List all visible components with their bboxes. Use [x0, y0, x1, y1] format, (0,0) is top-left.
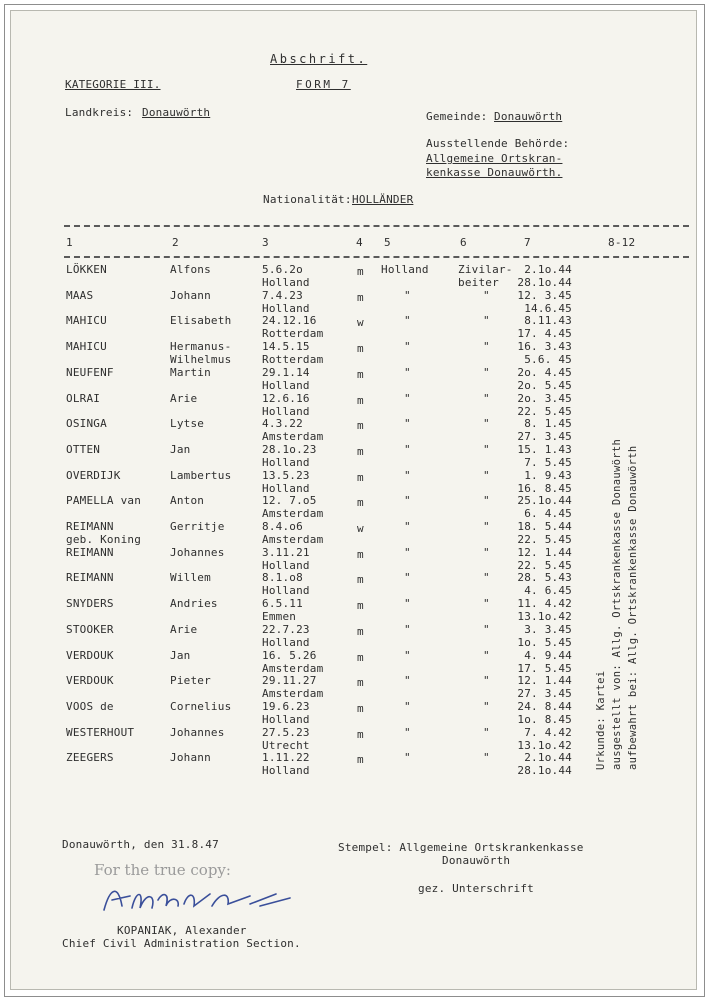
cell-date-to: 13.1o.42 — [517, 610, 572, 623]
cell-firstname: Cornelius — [170, 700, 232, 713]
cell-date-from: 7. 4.42 — [524, 726, 572, 739]
cell-birthplace: Holland — [262, 764, 310, 777]
cell-firstname: Willem — [170, 571, 211, 584]
cell-surname: VERDOUK — [66, 674, 114, 687]
cell-occupation: " — [483, 623, 490, 636]
cell-occupation: " — [483, 726, 490, 739]
cell-sex: m — [357, 291, 364, 304]
cell-nationality: " — [404, 751, 411, 764]
cell-nationality: " — [404, 314, 411, 327]
cell-birthplace: Amsterdam — [262, 533, 324, 546]
cell-occupation: " — [483, 314, 490, 327]
cell-surname: LÖKKEN — [66, 263, 107, 276]
col-header-8-12: 8-12 — [608, 236, 636, 249]
cell-sex: m — [357, 651, 364, 664]
signer-name: KOPANIAK, Alexander — [117, 924, 247, 937]
cell-surname: SNYDERS — [66, 597, 114, 610]
gemeinde-label: Gemeinde: — [426, 110, 488, 123]
cell-nationality: " — [404, 494, 411, 507]
cell-birthdate: 19.6.23 — [262, 700, 310, 713]
cell-date-to: 2o. 5.45 — [517, 379, 572, 392]
place-date: Donauwörth, den 31.8.47 — [62, 838, 219, 851]
cell-date-to: 14.6.45 — [524, 302, 572, 315]
cell-date-to: 22. 5.45 — [517, 405, 572, 418]
col-header-2: 2 — [172, 236, 179, 249]
cell-surname: REIMANN — [66, 546, 114, 559]
cell-occupation: " — [483, 469, 490, 482]
cell-firstname: Johann — [170, 289, 211, 302]
document-title: Abschrift. — [270, 52, 368, 66]
cell-surname: NEUFENF — [66, 366, 114, 379]
cell-nationality: " — [404, 443, 411, 456]
cell-sex: m — [357, 753, 364, 766]
cell-birthdate: 7.4.23 — [262, 289, 303, 302]
cell-birthdate: 24.12.16 — [262, 314, 317, 327]
cell-occupation: " — [483, 289, 490, 302]
cell-occupation: " — [483, 443, 490, 456]
cell-occupation: " — [483, 649, 490, 662]
cell-surname: MAHICU — [66, 340, 107, 353]
col-header-7: 7 — [524, 236, 531, 249]
cell-birthplace: Holland — [262, 456, 310, 469]
cell-sex: m — [357, 548, 364, 561]
cell-surname: OSINGA — [66, 417, 107, 430]
cell-surname: MAAS — [66, 289, 94, 302]
cell-sex: m — [357, 599, 364, 612]
nationalitaet-label: Nationalität: — [263, 193, 352, 206]
cell-date-from: 12. 1.44 — [517, 674, 572, 687]
cell-occupation: " — [483, 417, 490, 430]
cell-date-from: 2o. 3.45 — [517, 392, 572, 405]
cell-birthplace: Amsterdam — [262, 507, 324, 520]
cell-sex: m — [357, 265, 364, 278]
cell-nationality: " — [404, 571, 411, 584]
col-header-6: 6 — [460, 236, 467, 249]
cell-date-from: 25.1o.44 — [517, 494, 572, 507]
cell-birthdate: 8.4.o6 — [262, 520, 303, 533]
cell-birthdate: 12.6.16 — [262, 392, 310, 405]
cell-occupation: " — [483, 700, 490, 713]
cell-sex: m — [357, 445, 364, 458]
cell-date-from: 15. 1.43 — [517, 443, 572, 456]
cell-surname: ZEEGERS — [66, 751, 114, 764]
cell-birthplace: Holland — [262, 482, 310, 495]
cell-sex: m — [357, 471, 364, 484]
cell-date-from: 3. 3.45 — [524, 623, 572, 636]
cell-firstname: Pieter — [170, 674, 211, 687]
cell-occupation: " — [483, 340, 490, 353]
cell-date-from: 28. 5.43 — [517, 571, 572, 584]
cell-birthdate: 12. 7.o5 — [262, 494, 317, 507]
cell-nationality: " — [404, 597, 411, 610]
cell-birthdate: 28.1o.23 — [262, 443, 317, 456]
cell-date-from: 24. 8.44 — [517, 700, 572, 713]
nationalitaet-value: HOLLÄNDER — [352, 193, 414, 206]
cell-firstname: Arie — [170, 623, 198, 636]
behoerde-line2: kenkasse Donauwörth. — [426, 166, 563, 179]
cell-nationality: " — [404, 469, 411, 482]
cell-date-to: 6. 4.45 — [524, 507, 572, 520]
cell-surname-birthname: geb. Koning — [66, 533, 142, 546]
side-note-aufbewahrt: aufbewahrt bei: Allg. Ortskrankenkasse Donauwörth — [627, 445, 639, 770]
cell-date-from: 8. 1.45 — [524, 417, 572, 430]
cell-birthplace: Amsterdam — [262, 662, 324, 675]
cell-firstname: Andries — [170, 597, 218, 610]
cell-surname: OVERDIJK — [66, 469, 121, 482]
signed-note: gez. Unterschrift — [418, 882, 534, 895]
cell-firstname: Johann — [170, 751, 211, 764]
cell-surname: OTTEN — [66, 443, 101, 456]
cell-birthplace: Emmen — [262, 610, 297, 623]
cell-date-to: 28.1o.44 — [517, 764, 572, 777]
cell-birthdate: 29.1.14 — [262, 366, 310, 379]
cell-nationality: " — [404, 674, 411, 687]
cell-birthdate: 14.5.15 — [262, 340, 310, 353]
cell-birthdate: 3.11.21 — [262, 546, 310, 559]
cell-date-to: 22. 5.45 — [517, 559, 572, 572]
cell-nationality: " — [404, 546, 411, 559]
table-rule-bottom — [64, 256, 689, 258]
cell-date-to: 4. 6.45 — [524, 584, 572, 597]
cell-firstname: Gerritje — [170, 520, 225, 533]
cell-date-to: 16. 8.45 — [517, 482, 572, 495]
cell-nationality: " — [404, 520, 411, 533]
cell-occupation: " — [483, 494, 490, 507]
cell-firstname: Arie — [170, 392, 198, 405]
cell-date-to: 28.1o.44 — [517, 276, 572, 289]
cell-sex: m — [357, 728, 364, 741]
cell-surname: PAMELLA van — [66, 494, 142, 507]
cell-sex: m — [357, 573, 364, 586]
kategorie: KATEGORIE III. — [65, 78, 161, 91]
cell-sex: m — [357, 676, 364, 689]
cell-firstname: Elisabeth — [170, 314, 232, 327]
stamp-place: Donauwörth — [442, 854, 511, 867]
cell-nationality: " — [404, 649, 411, 662]
cell-occupation-2: beiter — [458, 276, 499, 289]
cell-date-from: 16. 3.43 — [517, 340, 572, 353]
cell-birthplace: Holland — [262, 636, 310, 649]
cell-surname: VERDOUK — [66, 649, 114, 662]
cell-date-to: 27. 3.45 — [517, 687, 572, 700]
cell-sex: m — [357, 368, 364, 381]
cell-surname: REIMANN — [66, 520, 114, 533]
cell-birthplace: Utrecht — [262, 739, 310, 752]
cell-surname: MAHICU — [66, 314, 107, 327]
behoerde-label: Ausstellende Behörde: — [426, 137, 570, 150]
stamp-label: Stempel: Allgemeine Ortskrankenkasse — [338, 841, 584, 854]
cell-birthplace: Holland — [262, 379, 310, 392]
side-note-ausgestellt: ausgestellt von: Allg. Ortskrankenkasse Donauwörth — [611, 438, 623, 770]
cell-date-to: 22. 5.45 — [517, 533, 572, 546]
cell-nationality: " — [404, 289, 411, 302]
landkreis-label: Landkreis: — [65, 106, 134, 119]
cell-nationality: Holland — [381, 263, 429, 276]
cell-firstname: Lytse — [170, 417, 205, 430]
cell-birthplace: Holland — [262, 405, 310, 418]
cell-date-from: 2.1o.44 — [524, 263, 572, 276]
landkreis-value: Donauwörth — [142, 106, 211, 119]
cell-firstname: Lambertus — [170, 469, 232, 482]
cell-date-from: 2.1o.44 — [524, 751, 572, 764]
cell-date-from: 12. 1.44 — [517, 546, 572, 559]
cell-firstname: Johannes — [170, 546, 225, 559]
cell-birthdate: 8.1.o8 — [262, 571, 303, 584]
cell-firstname: Johannes — [170, 726, 225, 739]
cell-firstname: Martin — [170, 366, 211, 379]
cell-surname: WESTERHOUT — [66, 726, 135, 739]
cell-occupation: " — [483, 674, 490, 687]
gemeinde-value: Donauwörth — [494, 110, 563, 123]
cell-occupation: " — [483, 597, 490, 610]
cell-surname: REIMANN — [66, 571, 114, 584]
cell-occupation: " — [483, 392, 490, 405]
cell-nationality: " — [404, 726, 411, 739]
cell-nationality: " — [404, 623, 411, 636]
cell-firstname: Jan — [170, 443, 191, 456]
cell-sex: m — [357, 394, 364, 407]
cell-birthplace: Rotterdam — [262, 353, 324, 366]
cell-firstname: Alfons — [170, 263, 211, 276]
cell-surname: VOOS de — [66, 700, 114, 713]
cell-birthdate: 13.5.23 — [262, 469, 310, 482]
cell-birthdate: 27.5.23 — [262, 726, 310, 739]
cell-firstname-2: Wilhelmus — [170, 353, 232, 366]
cell-date-from: 12. 3.45 — [517, 289, 572, 302]
cell-birthdate: 22.7.23 — [262, 623, 310, 636]
cell-date-to: 13.1o.42 — [517, 739, 572, 752]
handwritten-signature — [100, 878, 300, 918]
cell-birthplace: Amsterdam — [262, 687, 324, 700]
cell-firstname: Hermanus- — [170, 340, 232, 353]
signer-title: Chief Civil Administration Section. — [62, 937, 301, 950]
cell-sex: w — [357, 522, 364, 535]
cell-nationality: " — [404, 340, 411, 353]
cell-occupation: " — [483, 520, 490, 533]
table-rule-top — [64, 225, 689, 227]
cell-date-to: 1o. 5.45 — [517, 636, 572, 649]
cell-sex: w — [357, 316, 364, 329]
cell-date-to: 27. 3.45 — [517, 430, 572, 443]
cell-date-from: 4. 9.44 — [524, 649, 572, 662]
behoerde-line1: Allgemeine Ortskran- — [426, 152, 563, 165]
cell-birthplace: Holland — [262, 713, 310, 726]
cell-birthdate: 5.6.2o — [262, 263, 303, 276]
cell-sex: m — [357, 702, 364, 715]
cell-date-to: 17. 4.45 — [517, 327, 572, 340]
cell-sex: m — [357, 496, 364, 509]
true-copy-stamp: For the true copy: — [94, 861, 231, 879]
cell-firstname: Jan — [170, 649, 191, 662]
cell-birthplace: Holland — [262, 276, 310, 289]
cell-date-from: 11. 4.42 — [517, 597, 572, 610]
cell-date-to: 1o. 8.45 — [517, 713, 572, 726]
cell-birthdate: 6.5.11 — [262, 597, 303, 610]
cell-sex: m — [357, 342, 364, 355]
cell-sex: m — [357, 625, 364, 638]
col-header-5: 5 — [384, 236, 391, 249]
cell-date-to: 7. 5.45 — [524, 456, 572, 469]
cell-nationality: " — [404, 417, 411, 430]
cell-birthplace: Rotterdam — [262, 327, 324, 340]
cell-date-from: 2o. 4.45 — [517, 366, 572, 379]
cell-occupation: " — [483, 751, 490, 764]
cell-birthdate: 16. 5.26 — [262, 649, 317, 662]
form-number: FORM 7 — [296, 78, 351, 91]
cell-occupation: Zivilar- — [458, 263, 513, 276]
cell-occupation: " — [483, 571, 490, 584]
cell-birthdate: 29.11.27 — [262, 674, 317, 687]
side-note-urkunde: Urkunde: Kartei — [595, 670, 607, 770]
cell-occupation: " — [483, 546, 490, 559]
cell-birthplace: Holland — [262, 559, 310, 572]
cell-surname: OLRAI — [66, 392, 101, 405]
cell-date-from: 1. 9.43 — [524, 469, 572, 482]
cell-firstname: Anton — [170, 494, 205, 507]
col-header-1: 1 — [66, 236, 73, 249]
cell-date-from: 18. 5.44 — [517, 520, 572, 533]
cell-birthdate: 1.11.22 — [262, 751, 310, 764]
cell-date-to: 5.6. 45 — [524, 353, 572, 366]
cell-nationality: " — [404, 700, 411, 713]
col-header-4: 4 — [356, 236, 363, 249]
cell-birthdate: 4.3.22 — [262, 417, 303, 430]
cell-nationality: " — [404, 392, 411, 405]
cell-surname: STOOKER — [66, 623, 114, 636]
cell-date-from: 8.11.43 — [524, 314, 572, 327]
cell-sex: m — [357, 419, 364, 432]
cell-nationality: " — [404, 366, 411, 379]
cell-date-to: 17. 5.45 — [517, 662, 572, 675]
cell-occupation: " — [483, 366, 490, 379]
cell-birthplace: Amsterdam — [262, 430, 324, 443]
cell-birthplace: Holland — [262, 302, 310, 315]
col-header-3: 3 — [262, 236, 269, 249]
cell-birthplace: Holland — [262, 584, 310, 597]
